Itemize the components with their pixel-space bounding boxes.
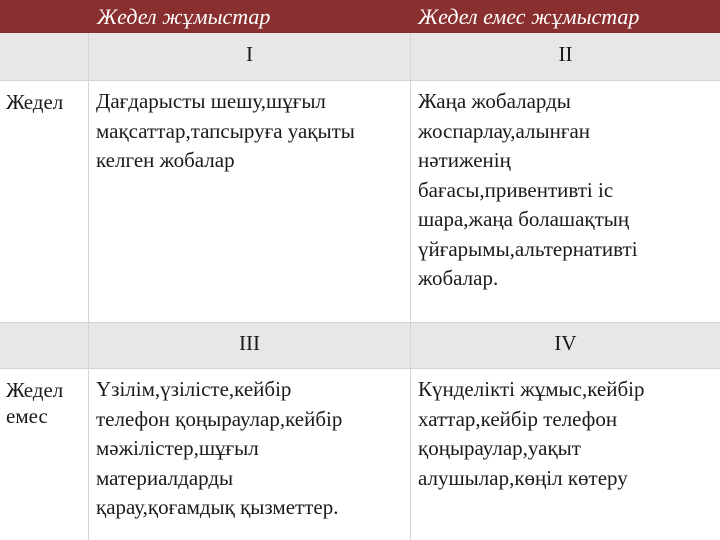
quadrant-2-line: жобалар. (418, 266, 499, 290)
quadrant-4-body (411, 368, 720, 540)
quadrant-1-numeral-cell (89, 33, 410, 80)
col1-header: Жедел жұмыстар (97, 4, 271, 29)
quadrant-1-text (96, 87, 355, 176)
row-1-label-cell (0, 80, 88, 322)
table-header-row (0, 0, 720, 33)
quadrant-3-text (96, 375, 342, 523)
row-2-label-line2: емес (6, 404, 48, 428)
column-divider (88, 33, 89, 540)
quadrant-2-text (418, 87, 638, 294)
quadrant-4-line: қоңыраулар,уақыт (418, 436, 581, 460)
quadrant-2-numeral: II (558, 42, 573, 66)
row-divider (0, 322, 720, 323)
quadrant-4-line: алушылар,көңіл көтеру (418, 465, 628, 490)
empty-row-cell (0, 322, 88, 368)
quadrant-2-line: бағасы,привентивті іс (418, 177, 614, 202)
quadrant-2-line: үйғарымы,альтернативті (418, 236, 638, 261)
quadrant-1-body (89, 80, 410, 322)
quadrant-3-numeral: III (239, 331, 260, 355)
quadrant-3-numeral-cell (89, 322, 410, 368)
quadrant-1-line: келген жобалар (96, 148, 235, 172)
row-2-label-line1: Жедел (6, 378, 64, 402)
quadrant-3-line: мәжілістер,шұғыл (96, 436, 259, 460)
row-1-label: Жедел (6, 90, 64, 114)
quadrant-1-line: мақсаттар,тапсыруға уақыты (96, 118, 355, 143)
col2-header: Жедел емес жұмыстар (418, 4, 640, 29)
column-divider (410, 33, 411, 540)
quadrant-4-numeral: IV (554, 331, 577, 355)
quadrant-4-line: Күнделікті жұмыс,кейбір (418, 377, 645, 401)
quadrant-1-line: Дағдарысты шешу,шұғыл (96, 89, 326, 113)
quadrant-1-numeral: I (246, 42, 253, 66)
row-2-label-cell (0, 368, 88, 540)
quadrant-3-line: телефон қоңыраулар,кейбір (96, 406, 343, 431)
quadrant-3-line: қарау,қоғамдық қызметтер. (96, 495, 339, 519)
quadrant-2-body (411, 80, 720, 322)
quadrant-2-line: шара,жаңа болашақтың (418, 207, 630, 231)
empty-corner-cell (0, 33, 88, 80)
row-divider (0, 368, 720, 369)
quadrant-4-text (418, 375, 645, 493)
quadrant-2-line: Жаңа жобаларды (418, 89, 571, 113)
quadrant-3-line: материалдарды (96, 465, 234, 490)
quadrant-2-line: нәтиженің (418, 148, 511, 172)
row-divider (0, 80, 720, 81)
quadrant-2-numeral-cell (411, 33, 720, 80)
quadrant-2-line: жоспарлау,алынған (418, 118, 590, 143)
quadrant-3-body (89, 368, 410, 540)
quadrant-4-numeral-cell (411, 322, 720, 368)
quadrant-3-line: Үзілім,үзілісте,кейбір (96, 377, 292, 401)
quadrant-4-line: хаттар,кейбір телефон (418, 406, 618, 431)
